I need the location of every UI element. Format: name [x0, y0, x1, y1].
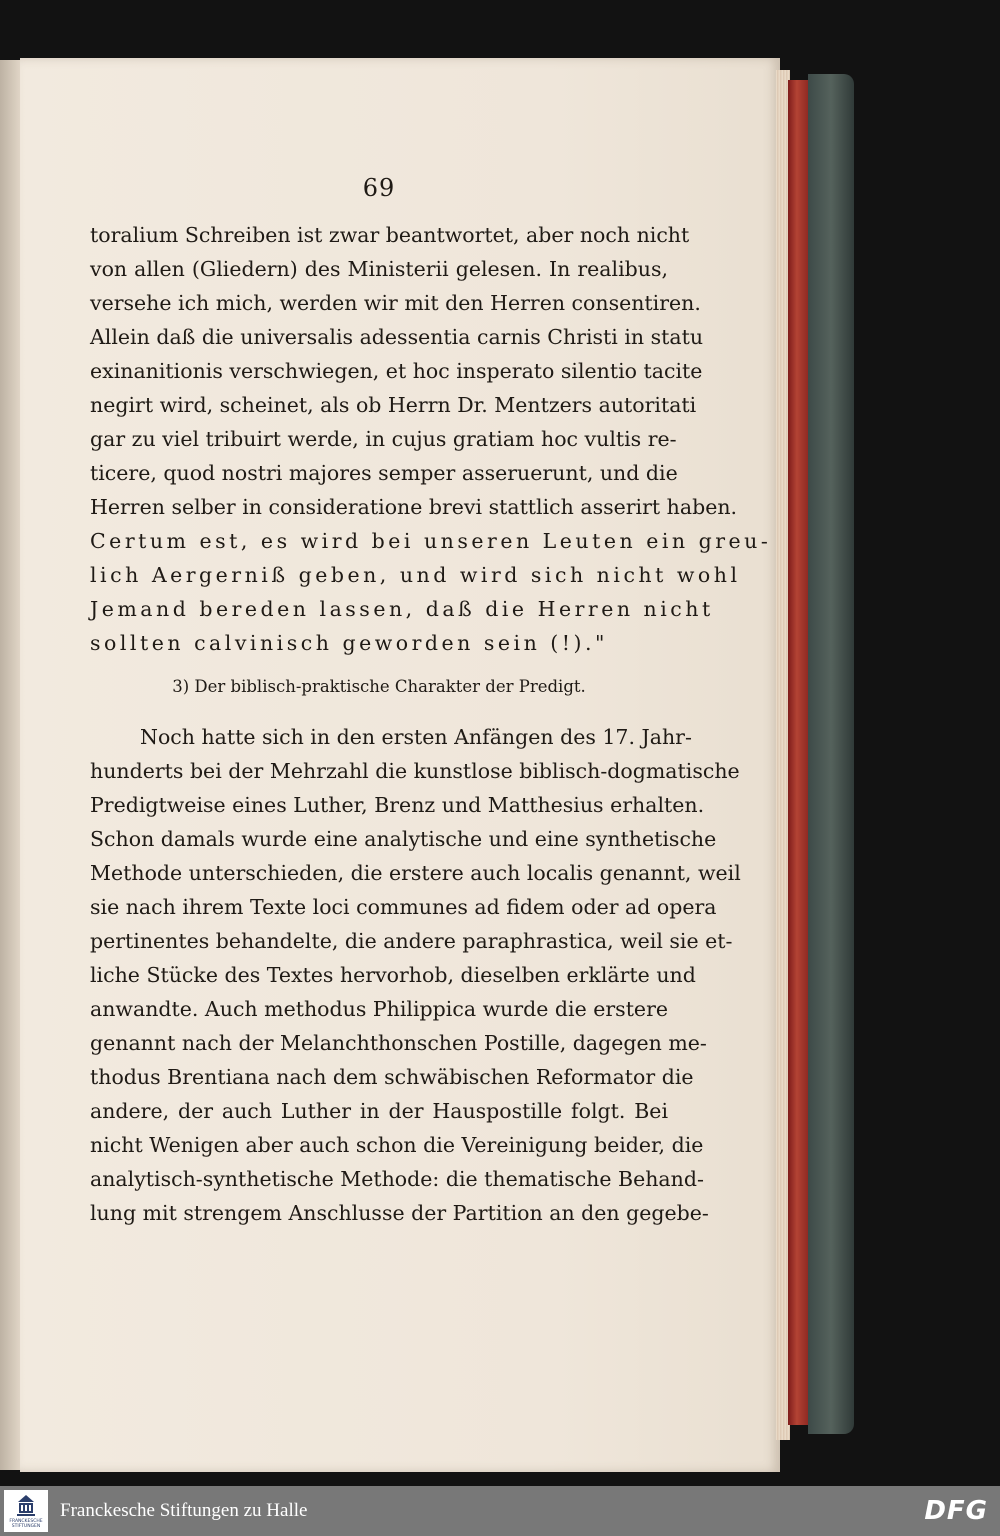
text-line: Allein daß die universalis adessentia carnis Christi in statu [90, 325, 704, 349]
text-line: Certum est, es wird bei unseren Leuten ein greu- [90, 529, 772, 553]
text-line: gar zu viel tribuirt werde, in cujus gratiam hoc vultis re- [90, 427, 677, 451]
text-line: lung mit strengem Anschlusse der Partition an den gegebe- [90, 1201, 709, 1225]
text-line: andere, der auch Luther in der Hauspostille folgt. Bei [90, 1099, 668, 1123]
text-line: sie nach ihrem Texte loci communes ad fidem oder ad opera [90, 895, 717, 919]
text-line: sollten calvinisch geworden sein (!)." [90, 631, 608, 655]
text-line: liche Stücke des Textes hervorhob, dieselben erklärte und [90, 963, 696, 987]
text-line: Methode unterschieden, die erstere auch localis genannt, weil [90, 861, 741, 885]
text-line: genannt nach der Melanchthonschen Postille, dagegen me- [90, 1031, 707, 1055]
previous-page-edge [0, 60, 20, 1470]
franckesche-logo[interactable] [4, 1490, 48, 1532]
text-line: hunderts bei der Mehrzahl die kunstlose biblisch-dogmatische [90, 759, 740, 783]
text-line: thodus Brentiana nach dem schwäbischen Reformator die [90, 1065, 694, 1089]
text-line: negirt wird, scheinet, als ob Herrn Dr. Mentzers autoritati [90, 393, 697, 417]
text-line: analytisch-synthetische Methode: die thematische Behand- [90, 1167, 704, 1191]
text-line: lich Aergerniß geben, und wird sich nicht wohl [90, 563, 741, 587]
logo-text: FRANCKESCHE STIFTUNGEN [9, 1519, 43, 1529]
text-line: von allen (Gliedern) des Ministerii gelesen. In realibus, [90, 257, 668, 281]
footer-bar [0, 1486, 1000, 1536]
book-cover [808, 74, 854, 1434]
text-line: Herren selber in consideratione brevi stattlich asserirt haben. [90, 495, 738, 519]
building-icon [17, 1494, 35, 1518]
text-line: exinanitionis verschwiegen, et hoc insperato silentio tacite [90, 359, 703, 383]
footer-title[interactable]: Franckesche Stiftungen zu Halle [60, 1500, 308, 1521]
text-line: Noch hatte sich in den ersten Anfängen des 17. Jahr- [140, 725, 692, 749]
text-line: Predigtweise eines Luther, Brenz und Matthesius erhalten. [90, 793, 705, 817]
text-line: pertinentes behandelte, die andere paraphrastica, weil sie et- [90, 929, 733, 953]
text-line: toralium Schreiben ist zwar beantwortet, aber noch nicht [90, 223, 690, 247]
page-number: 69 [362, 174, 396, 202]
text-line: Jemand bereden lassen, daß die Herren nicht [90, 597, 714, 621]
text-line: nicht Wenigen aber auch schon die Vereinigung beider, die [90, 1133, 704, 1157]
text-line: Schon damals wurde eine analytische und eine synthetische [90, 827, 717, 851]
section-heading: 3) Der biblisch-praktische Charakter der Predigt. [172, 677, 586, 696]
red-page-edge [788, 80, 810, 1425]
dfg-logo[interactable]: DFG [924, 1496, 988, 1526]
page-text [90, 168, 772, 1230]
text-line: ticere, quod nostri majores semper asseruerunt, und die [90, 461, 678, 485]
text-line: anwandte. Auch methodus Philippica wurde die erstere [90, 997, 668, 1021]
text-line: versehe ich mich, werden wir mit den Herren consentiren. [90, 291, 701, 315]
